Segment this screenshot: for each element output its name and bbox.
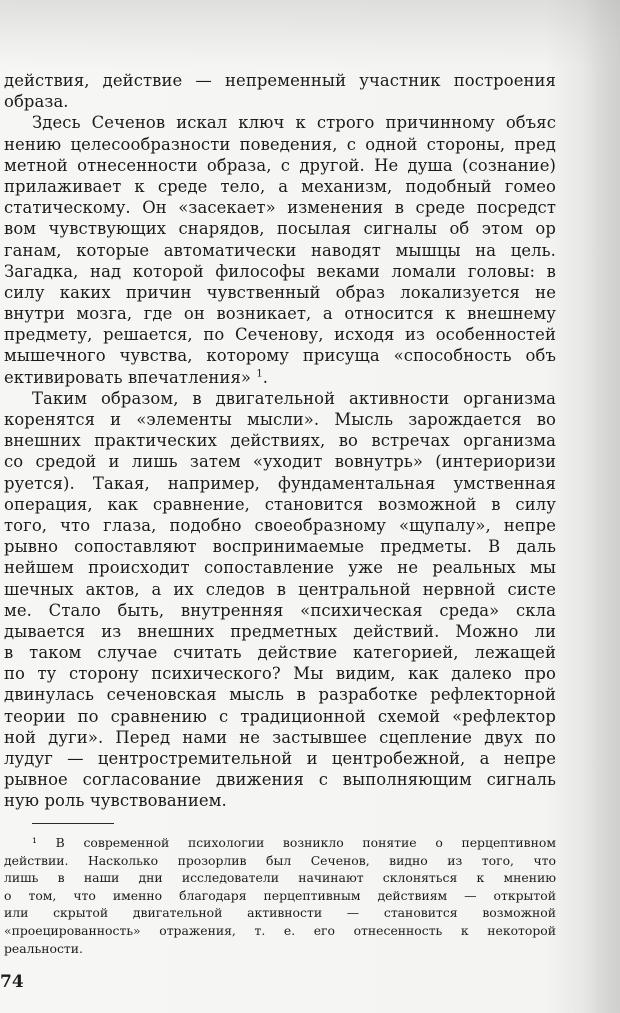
text-line-text: действия, действие — непременный участник построения: [4, 71, 556, 90]
footnote-line: [4, 834, 556, 852]
text-line-text: со средой и лишь затем «уходит вовнутрь» (интериоризи: [4, 452, 556, 472]
text-line: [4, 727, 556, 748]
text-line: [4, 218, 556, 239]
text-line: [4, 261, 556, 282]
text-line: [4, 112, 556, 133]
text-line-text: Загадка, над которой философы веками ломали головы: в: [4, 261, 556, 281]
text-line-text: ме. Стало быть, внутренняя «психическая среда» скла: [4, 600, 556, 620]
text-line-text: силу каких причин чувственный образ локализуется не: [4, 282, 556, 302]
text-line: [4, 557, 556, 578]
text-line-text: нению целесообразности поведения, с одной стороны, пред: [4, 134, 556, 154]
text-line: [4, 430, 556, 451]
text-line: [4, 451, 556, 472]
text-line: [4, 303, 556, 324]
text-line: [4, 642, 556, 663]
text-line-text: рывно сопоставляют воспринимаемые предметы. В даль: [4, 537, 556, 557]
text-line-text: шечных актов, а их следов в центральной нервной систе: [4, 579, 556, 599]
footnote-line-text: «проецированность» отражения, т. е. его отнесенность к некоторой: [4, 922, 556, 938]
text-line: [4, 155, 556, 176]
footnote-text: [4, 834, 556, 957]
text-line: [4, 621, 556, 642]
text-line-text: предмету, решается, по Сеченову, исходя из особенностей: [4, 325, 556, 345]
text-line-text: вом чувствующих снарядов, посылая сигналы об этом ор: [4, 219, 556, 239]
text-line-text: мышечного чувства, которому присуща «способность объ: [4, 346, 556, 366]
text-line: [4, 134, 556, 155]
text-line: [4, 282, 556, 303]
text-line: [4, 579, 556, 600]
text-line: [4, 790, 556, 811]
text-line: [4, 515, 556, 536]
footnote-line: [4, 852, 556, 870]
text-line-text: рывное согласование движения с выполняющим сигналь: [4, 770, 556, 790]
text-line-text: метной отнесенности образа, с другой. Не душа (сознание): [4, 155, 556, 175]
text-line-text: нейшем происходит сопоставление уже не реальных мы: [4, 558, 556, 578]
text-line-text: ективировать впечатления»: [4, 367, 252, 387]
text-line-text: дывается из внешних предметных действий. Можно ли: [4, 621, 556, 641]
text-line-text: внутри мозга, где он возникает, а относится к внешнему: [4, 304, 556, 324]
footnote-line: [4, 922, 556, 940]
footnote-line-text: о том, что именно благодаря перцептивным действиям — открытой: [4, 887, 556, 903]
text-line-text: в таком случае считать действие категорией, лежащей: [4, 643, 556, 663]
footnote-line-text: лишь в наши дни исследователи начинают склоняться к мнению: [4, 870, 556, 886]
text-line-text: двинулась сеченовская мысль в разработке рефлекторной: [4, 685, 556, 705]
text-line-text: внешних практических действиях, во встречах организма: [4, 431, 556, 451]
text-line: ективировать впечатления» $^1$.: [4, 367, 269, 387]
text-line: [4, 345, 556, 366]
text-line: [4, 600, 556, 621]
text-line-text: Таким образом, в двигательной активности организма: [32, 388, 556, 408]
text-line-text: ной дуги». Перед нами не застывшее сцепление двух по: [4, 727, 556, 747]
footnote-line: [4, 904, 556, 922]
text-line: [4, 91, 556, 112]
text-line: [4, 388, 556, 409]
scanned-header-remnant: [0, 0, 620, 68]
text-line-text: того, что глаза, подобно своеобразному «щупалу», непре: [4, 515, 556, 535]
text-line: [4, 324, 556, 345]
text-line: [4, 706, 556, 727]
footnote-line-text: или скрытой двигательной активности — становится возможной: [4, 905, 556, 921]
footnote-line: [4, 887, 556, 905]
footnote-line: [4, 940, 556, 958]
text-line-text: ганам, которые автоматически наводят мышцы на цель.: [4, 240, 556, 260]
text-line-text: статическому. Он «засекает» изменения в среде посредст: [4, 198, 556, 218]
footnote-line-text: ¹ В современной психологии возникло понятие о перцептивном: [32, 835, 556, 850]
text-line-text: теории по сравнению с традиционной схемой «рефлектор: [4, 706, 556, 726]
text-line: [4, 70, 556, 91]
footnote-line: [4, 869, 556, 887]
text-line: [4, 769, 556, 790]
footnote-line-text: действии. Насколько прозорлив был Сеченов, видно из того, что: [4, 852, 556, 868]
footnote-marker: 1: [256, 368, 263, 380]
text-line: [4, 197, 556, 218]
text-line-text: коренятся и «элементы мысли». Мысль зарождается во: [4, 410, 556, 429]
text-line-text: операция, как сравнение, становится возможной в силу: [4, 494, 556, 514]
text-line: [4, 240, 556, 261]
text-line-text: ную роль чувствованием.: [4, 791, 227, 811]
text-line: [4, 473, 556, 494]
text-line: [4, 409, 556, 430]
text-line-text: лудуг — центростремительной и центробежной, а непре: [4, 749, 556, 768]
text-line-text: образа.: [4, 92, 69, 112]
text-line-text: руется). Такая, например, фундаментальная умственная: [4, 473, 556, 493]
text-line: [4, 663, 556, 684]
text-line: [4, 494, 556, 515]
text-line-text: по ту сторону психического? Мы видим, как далеко про: [4, 664, 556, 684]
footnote-separator: [32, 823, 114, 824]
text-line-text: прилаживает к среде тело, а механизм, подобный гомео: [4, 176, 556, 196]
text-line: [4, 748, 556, 769]
text-line: [4, 536, 556, 557]
text-line-text: Здесь Сеченов искал ключ к строго причинному объяс: [32, 113, 556, 133]
text-line: [4, 684, 556, 705]
main-text: [4, 70, 556, 812]
text-line: [4, 176, 556, 197]
footnote-line-text: реальности.: [4, 940, 83, 956]
page-number: 74: [0, 972, 24, 992]
